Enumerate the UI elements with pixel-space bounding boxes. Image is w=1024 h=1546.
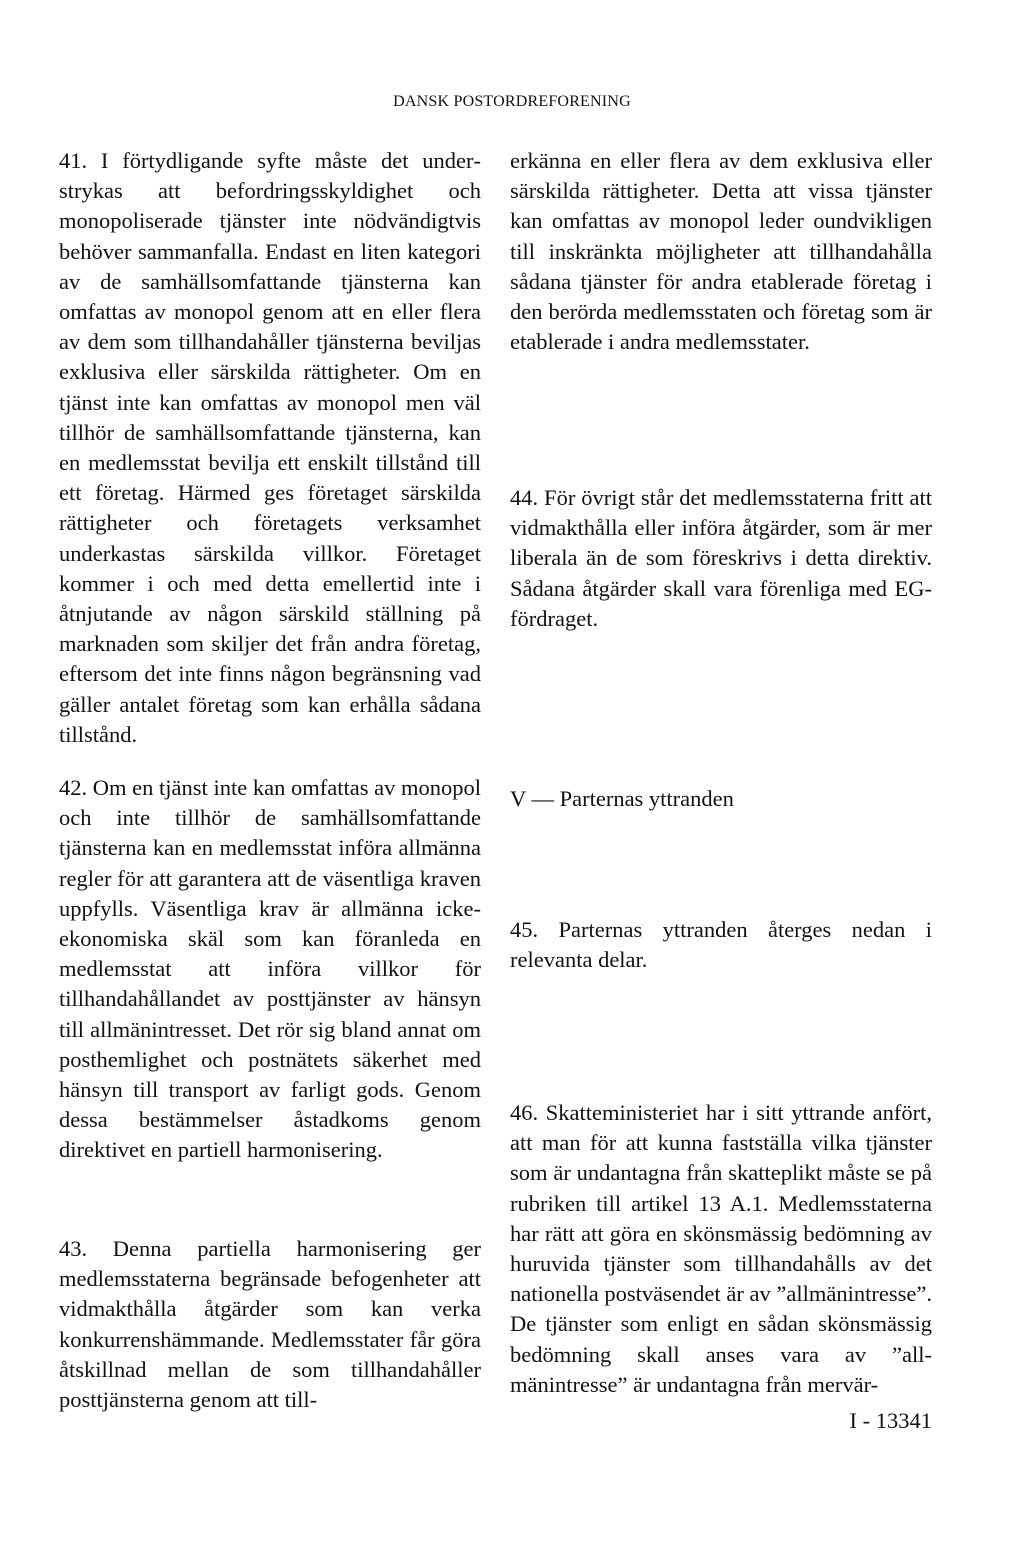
paragraph-46: 46. Skatteministeriet har i sitt yttrande anfört, att man för att kunna fastställa vilka tjänster som är undantagna från skatteplikt måste se på rubriken till artikel 13 A.1. Medlemsstaterna har rätt att göra en skönsmässig bedömning av huruvida tjänster som tillhandahålls av det nationella postväsendet är av ”allmänintresse”. De tjänster som enligt en sådan skönsmässig bedömning skall anses vara av ”allmänintresse” är undantagna från mervär- — [510, 1100, 932, 1397]
paragraph-45: 45. Parternas yttranden återges nedan i relevanta delar. — [510, 917, 932, 973]
paragraph-41: 41. I förtydligande syfte måste det understrykas att befordringsskyldighet och monopoliserade tjänster inte nödvändigtvis behöver sammanfalla. Endast en liten kategori av de samhällsomfattande tjänsterna kan omfattas av monopol genom att en eller flera av dem som tillhandahåller tjänsterna beviljas exklusiva eller särskilda rättigheter. Om en tjänst inte kan omfattas av monopol men väl tillhör de samhällsomfattande tjänsterna, kan en medlemsstat bevilja ett enskilt tillstånd till ett företag. Härmed ges företaget särskilda rättigheter och företagets verksamhet underkastas särskilda villkor. Företaget kommer i och med detta emellertid inte i åtnjutande av någon särskild ställning på marknaden som skiljer det från andra företag, eftersom det inte finns någon begränsning vad gäller antalet företag som kan erhålla sådana tillstånd. — [59, 148, 481, 747]
section-heading: V — Parternas yttranden — [510, 786, 734, 811]
running-header: DANSK POSTORDREFORENING — [393, 93, 631, 110]
paragraph-43: 43. Denna partiella harmonisering ger medlemsstaterna begränsade befogenheter att vidmakthålla åtgärder som kan verka konkurrenshämmande. Medlemsstater får göra åtskillnad mellan de som tillhandahåller posttjänsterna genom att till- — [59, 1236, 481, 1413]
page-number: I - 13341 — [849, 1408, 932, 1433]
paragraph-42: 42. Om en tjänst inte kan omfattas av monopol och inte tillhör de samhällsomfattande tjänsterna kan en medlemsstat införa allmänna regler för att garantera att de väsentliga kraven uppfylls. Väsentliga krav är allmänna icke-ekonomiska skäl som kan föranleda en medlemsstat att införa villkor för tillhandahållandet av posttjänster av hänsyn till allmänintresset. Det rör sig bland annat om posthemlighet och postnätets säkerhet med hänsyn till transport av farligt gods. Genom dessa bestämmelser åstadkoms genom direktivet en partiell harmonisering. — [59, 775, 481, 1163]
paragraph-44: 44. För övrigt står det medlemsstaterna fritt att vidmakthålla eller införa åtgärder, som är mer liberala än de som föreskrivs i detta direktiv. Sådana åtgärder skall vara förenliga med EG-fördraget. — [510, 485, 932, 631]
paragraph-43-continued: erkänna en eller flera av dem exklusiva eller särskilda rättigheter. Detta att vissa tjänster kan omfattas av monopol leder oundvikligen till inskränkta möjligheter att tillhandahålla sådana tjänster för andra etablerade företag i den berörda medlemsstaten och företag som är etablerade i andra medlemsstater. — [510, 148, 932, 355]
